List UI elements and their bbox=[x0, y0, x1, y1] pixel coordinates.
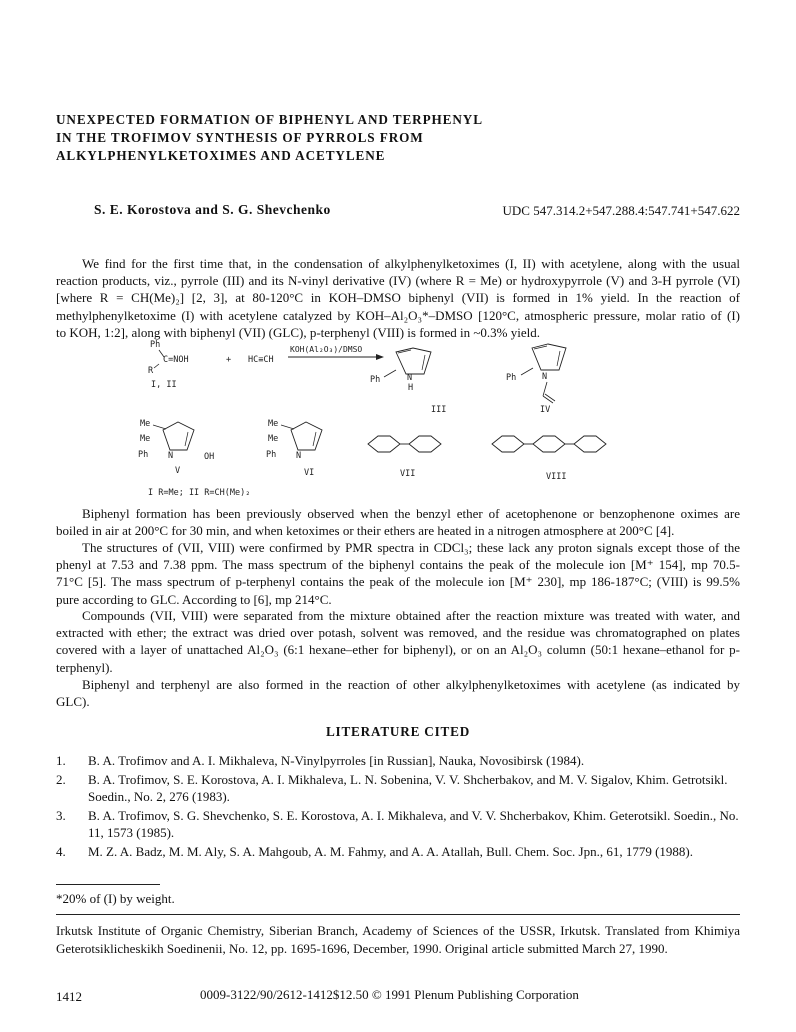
reference-text: M. Z. A. Badz, M. M. Aly, S. A. Mahgoub, A. M. Fahmy, and A. A. Atallah, Bull. Chem. Soc. Jpn., 61, 1779 (1988). bbox=[88, 843, 693, 859]
paragraph-3 bbox=[56, 539, 740, 608]
scheme-label-6: VI bbox=[304, 468, 315, 478]
reference-item bbox=[56, 771, 740, 806]
scheme-n-vi: N bbox=[296, 451, 302, 461]
text-line: We find for the first time that, in the condensation of alkylphenylketoximes (I, II) with acetylene, along with the usual bbox=[82, 256, 740, 271]
footnote: *20% of (I) by weight. bbox=[56, 891, 175, 906]
scheme-oh: OH bbox=[204, 452, 215, 462]
benzene-ring-viii-3 bbox=[574, 436, 606, 452]
scheme-ph-v: Ph bbox=[138, 450, 149, 460]
text-line: Compounds (VII, VIII) were separated from the mixture obtained after the reaction mixture was treated with water, and bbox=[82, 608, 740, 623]
title-line-2: IN THE TROFIMOV SYNTHESIS OF PYRROLS FROM bbox=[56, 130, 424, 145]
text-line: GLC). bbox=[56, 694, 90, 710]
scheme-plus: + bbox=[226, 355, 232, 365]
text-line: pure according to GLC. According to [6], mp 214°C. bbox=[56, 591, 332, 607]
pyrrole-ring-vi bbox=[291, 422, 322, 450]
bond bbox=[545, 394, 555, 401]
scheme-label-7: VII bbox=[400, 469, 416, 479]
scheme-label-4: IV bbox=[540, 405, 551, 415]
article-title bbox=[56, 111, 616, 165]
paragraph-5 bbox=[56, 676, 740, 710]
scheme-n-iii: N bbox=[407, 373, 413, 383]
text-line: Biphenyl and terphenyl are also formed in the reaction of other alkylphenylketoximes with acetylene (as indicated by bbox=[82, 677, 740, 692]
scheme-reagent: KOH(Al₂O₃)/DMSO bbox=[290, 345, 363, 354]
benzene-ring-vii-1 bbox=[368, 436, 400, 452]
scheme-label-1-2: I, II bbox=[151, 380, 177, 390]
reference-list bbox=[56, 752, 740, 861]
reaction-scheme bbox=[56, 340, 740, 502]
bond bbox=[534, 346, 547, 349]
scheme-me-v-2: Me bbox=[140, 434, 151, 444]
bond bbox=[281, 425, 294, 429]
reference-number: 1. bbox=[56, 753, 66, 768]
scheme-label-5: V bbox=[175, 466, 181, 476]
bond bbox=[543, 396, 553, 403]
scheme-me-vi-2: Me bbox=[268, 434, 279, 444]
bond bbox=[521, 368, 533, 375]
udc-code: UDC 547.314.2+547.288.4:547.741+547.622 bbox=[502, 203, 740, 218]
pyrrole-ring-iv bbox=[532, 344, 566, 370]
bond bbox=[557, 351, 560, 366]
text-line: phenyl at 7.53 and 7.38 ppm. The mass spectrum of the biphenyl contains the peak of the molecule ion [M⁺ 154], mp 70.5- bbox=[56, 557, 740, 573]
reference-number: 4. bbox=[56, 843, 66, 859]
text-line: Biphenyl formation has been previously observed when the benzyl ether of acetophenone or benzophenone oximes are bbox=[82, 506, 740, 521]
footnote-divider bbox=[56, 884, 160, 885]
scheme-acetylene: HC≡CH bbox=[248, 355, 274, 365]
text-line: boiled in air at 200°C for 30 min, and when ketoximes or their ethers are heated in a nitrogen atmosphere at 200°C [4]. bbox=[56, 523, 675, 539]
bond bbox=[153, 425, 166, 429]
reference-text: B. A. Trofimov, S. G. Shevchenko, S. E. Korostova, A. I. Mikhaleva, and V. V. Shcherbakov, Khim. Geterotsikl. Soedin., No. 11, 1573 (1985). bbox=[88, 807, 739, 840]
scheme-me-v-1: Me bbox=[140, 419, 151, 429]
scheme-ph-vi: Ph bbox=[266, 450, 277, 460]
scheme-note: I R=Me; II R=CH(Me)₂ bbox=[148, 488, 251, 498]
title-line-1: UNEXPECTED FORMATION OF BIPHENYL AND TERPHENYL bbox=[56, 112, 483, 127]
text-line: The structures of (VII, VIII) were confirmed by PMR spectra in CDCl₃; these lack any proton signals except those of the bbox=[82, 540, 740, 555]
authors: S. E. Korostova and S. G. Shevchenko bbox=[94, 202, 331, 217]
bond bbox=[185, 432, 188, 446]
literature-heading: LITERATURE CITED bbox=[325, 724, 471, 739]
text-line: 71°C [5]. The mass spectrum of p-terphenyl contains the peak of the molecule ion [M⁺ 230], mp 186-187°C; (VIII) is 99.5% bbox=[56, 574, 740, 590]
scheme-label-3: III bbox=[431, 405, 447, 415]
affiliation-divider bbox=[56, 914, 740, 915]
text-line: methylphenylketoxime (I) with acetylene catalyzed by KOH–Al₂O₃*–DMSO [120°C, atmospheric pressure, molar ratio of (I) bbox=[56, 307, 740, 323]
spacer bbox=[369, 448, 401, 460]
paragraph-2 bbox=[56, 505, 740, 539]
text-line: covered with a layer of unattached Al₂O₃ (6:1 hexane–ether for biphenyl), or on an Al₂O₃ column (50:1 hexane–ethanol for p- bbox=[56, 642, 740, 658]
text-line: terphenyl). bbox=[56, 659, 113, 675]
paragraph-4 bbox=[56, 607, 740, 676]
scheme-ph-iv: Ph bbox=[506, 373, 517, 383]
page-number: 1412 bbox=[56, 989, 82, 1004]
benzene-ring-viii-2 bbox=[533, 436, 565, 452]
reference-item bbox=[56, 807, 740, 842]
scheme-label-8: VIII bbox=[546, 472, 567, 482]
reference-text: B. A. Trofimov and A. I. Mikhaleva, N-Vinylpyrroles [in Russian], Nauka, Novosibirsk (1984). bbox=[88, 753, 585, 768]
benzene-ring-viii-1 bbox=[492, 436, 524, 452]
reference-number: 2. bbox=[56, 771, 66, 787]
reference-number: 3. bbox=[56, 807, 66, 823]
scheme-oxime: C=NOH bbox=[163, 355, 189, 365]
scheme-n-v: N bbox=[168, 451, 174, 461]
scheme-n-iv: N bbox=[542, 372, 548, 382]
pyrrole-ring-v bbox=[163, 422, 194, 450]
bond bbox=[313, 432, 316, 446]
bond bbox=[422, 355, 425, 370]
bond bbox=[543, 382, 547, 396]
copyright-line: 0009-3122/90/2612-1412$12.50 © 1991 Plenum Publishing Corporation bbox=[200, 987, 579, 1002]
text-line: reaction products, viz., pyrrole (III) and its N-vinyl derivative (IV) (where R = Me) or hydroxypyrrole (V) and 3-H pyrrole (VI) bbox=[56, 273, 740, 289]
reference-item bbox=[56, 843, 740, 861]
text-line: extracted with ether; the extract was dried over potash, solvent was removed, and the residue was chromatographed on plates bbox=[56, 625, 740, 641]
scheme-r: R bbox=[148, 366, 154, 376]
text-line: to KOH, 1:2], along with biphenyl (VII) (GLC), p-terphenyl (VIII) is formed in ~0.3% yield. bbox=[56, 324, 540, 340]
bond bbox=[154, 364, 159, 368]
reference-text: B. A. Trofimov, S. E. Korostova, A. I. Mikhaleva, L. N. Sobenina, V. V. Shcherbakov, and M. V. Sigalov, Khim. Getrotsikl. Soedin., No. 2, 276 (1983). bbox=[88, 771, 728, 804]
scheme-ph-iii: Ph bbox=[370, 375, 381, 385]
bond bbox=[384, 370, 396, 377]
affiliation: Irkutsk Institute of Organic Chemistry, Siberian Branch, Academy of Sciences of the USSR, Irkutsk. Translated from Khimiya Geterotsiklicheskikh Soedinenii, No. 12, pp. 1695-1696, December, 1990. Original article submitted March 27, 1990. bbox=[56, 923, 740, 956]
scheme-me-vi-1: Me bbox=[268, 419, 279, 429]
scheme-h-iii: H bbox=[408, 383, 414, 393]
reference-item bbox=[56, 752, 740, 770]
paragraph-1 bbox=[56, 255, 740, 341]
text-line: [where R = CH(Me)₂] [2, 3], at 80-120°C in KOH–DMSO biphenyl (VII) is formed in 1% yield. In the reaction of bbox=[56, 290, 740, 306]
benzene-ring-vii-2 bbox=[409, 436, 441, 452]
scheme-ph: Ph bbox=[150, 340, 161, 350]
arrowhead-icon bbox=[376, 354, 384, 360]
title-line-3: ALKYLPHENYLKETOXIMES AND ACETYLENE bbox=[56, 148, 386, 163]
